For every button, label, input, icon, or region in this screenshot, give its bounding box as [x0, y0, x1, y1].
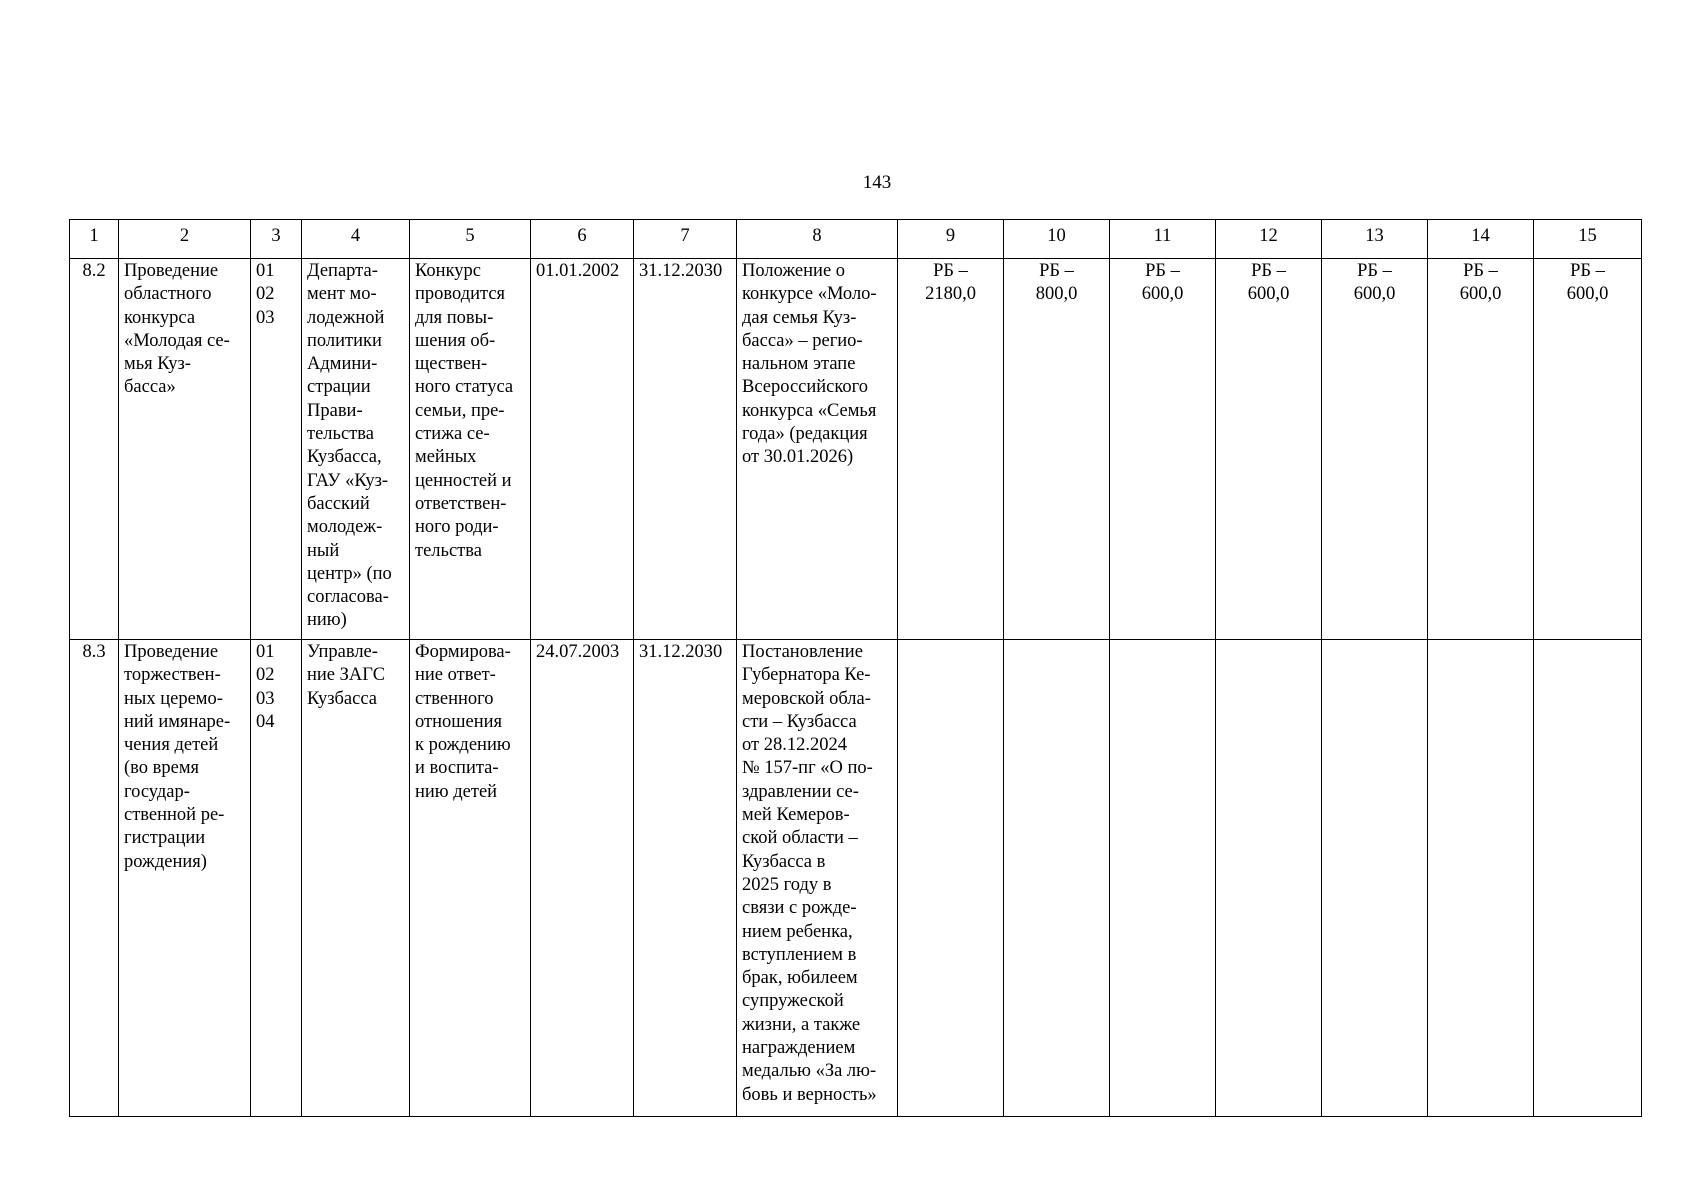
measure-purpose: Формирова- ние ответ- ственного отношения к рождению и воспита- нию детей	[410, 640, 531, 1117]
table-row	[70, 640, 1642, 1117]
column-header: 9	[898, 220, 1004, 259]
measure-end-date: 31.12.2030	[634, 640, 737, 1117]
column-number-row	[70, 220, 1642, 259]
measure-name: Проведение областного конкурса «Молодая се- мья Куз- басса»	[119, 259, 251, 640]
column-header: 2	[119, 220, 251, 259]
program-measures-table	[69, 219, 1642, 1117]
column-header: 10	[1004, 220, 1110, 259]
measure-number: 8.2	[70, 259, 119, 640]
funding-cell	[1110, 640, 1216, 1117]
column-header: 6	[531, 220, 634, 259]
page-number: 143	[862, 172, 892, 193]
measure-purpose: Конкурс проводится для повы- шения об- ществен- ного статуса семьи, пре- стижа се- мейных ценностей и ответствен- ного роди- тельства	[410, 259, 531, 640]
column-header: 5	[410, 220, 531, 259]
funding-cell: РБ – 600,0	[1216, 259, 1322, 640]
funding-cell	[1216, 640, 1322, 1117]
funding-cell	[898, 640, 1004, 1117]
funding-cell: РБ – 600,0	[1110, 259, 1216, 640]
column-header: 4	[302, 220, 410, 259]
measure-name: Проведение торжествен- ных церемо- ний имянаре- чения детей (во время государ- ственной ре- гистрации рождения)	[119, 640, 251, 1117]
measure-codes: 01 02 03 04	[251, 640, 302, 1117]
column-header: 12	[1216, 220, 1322, 259]
funding-cell: РБ – 600,0	[1322, 259, 1428, 640]
funding-cell: РБ – 800,0	[1004, 259, 1110, 640]
funding-cell	[1322, 640, 1428, 1117]
measure-codes: 01 02 03	[251, 259, 302, 640]
measure-executor: Департа- мент мо- лодежной политики Админи- страции Прави- тельства Кузбасса, ГАУ «Куз- басский молодеж- ный центр» (по согласова- нию)	[302, 259, 410, 640]
column-header: 1	[70, 220, 119, 259]
funding-cell: РБ – 2180,0	[898, 259, 1004, 640]
measure-start-date: 01.01.2002	[531, 259, 634, 640]
funding-cell: РБ – 600,0	[1428, 259, 1534, 640]
table-row	[70, 259, 1642, 640]
column-header: 11	[1110, 220, 1216, 259]
column-header: 15	[1534, 220, 1642, 259]
measure-end-date: 31.12.2030	[634, 259, 737, 640]
measure-executor: Управле- ние ЗАГС Кузбасса	[302, 640, 410, 1117]
column-header: 7	[634, 220, 737, 259]
column-header: 8	[737, 220, 898, 259]
measure-document: Положение о конкурсе «Моло- дая семья Куз- басса» – регио- нальном этапе Всероссийского конкурса «Семья года» (редакция от 30.01.2026)	[737, 259, 898, 640]
funding-cell: РБ – 600,0	[1534, 259, 1642, 640]
funding-cell	[1534, 640, 1642, 1117]
measure-start-date: 24.07.2003	[531, 640, 634, 1117]
measure-number: 8.3	[70, 640, 119, 1117]
column-header: 14	[1428, 220, 1534, 259]
column-header: 13	[1322, 220, 1428, 259]
column-header: 3	[251, 220, 302, 259]
funding-cell	[1428, 640, 1534, 1117]
measure-document: Постановление Губернатора Ке- меровской обла- сти – Кузбасса от 28.12.2024 № 157-пг «О по- здравлении се- мей Кемеров- ской области – Кузбасса в 2025 году в связи с рожде- нием ребенка, вступлением в брак, юбилеем супружеской жизни, а также награждением медалью «За лю- бовь и верность»	[737, 640, 898, 1117]
funding-cell	[1004, 640, 1110, 1117]
